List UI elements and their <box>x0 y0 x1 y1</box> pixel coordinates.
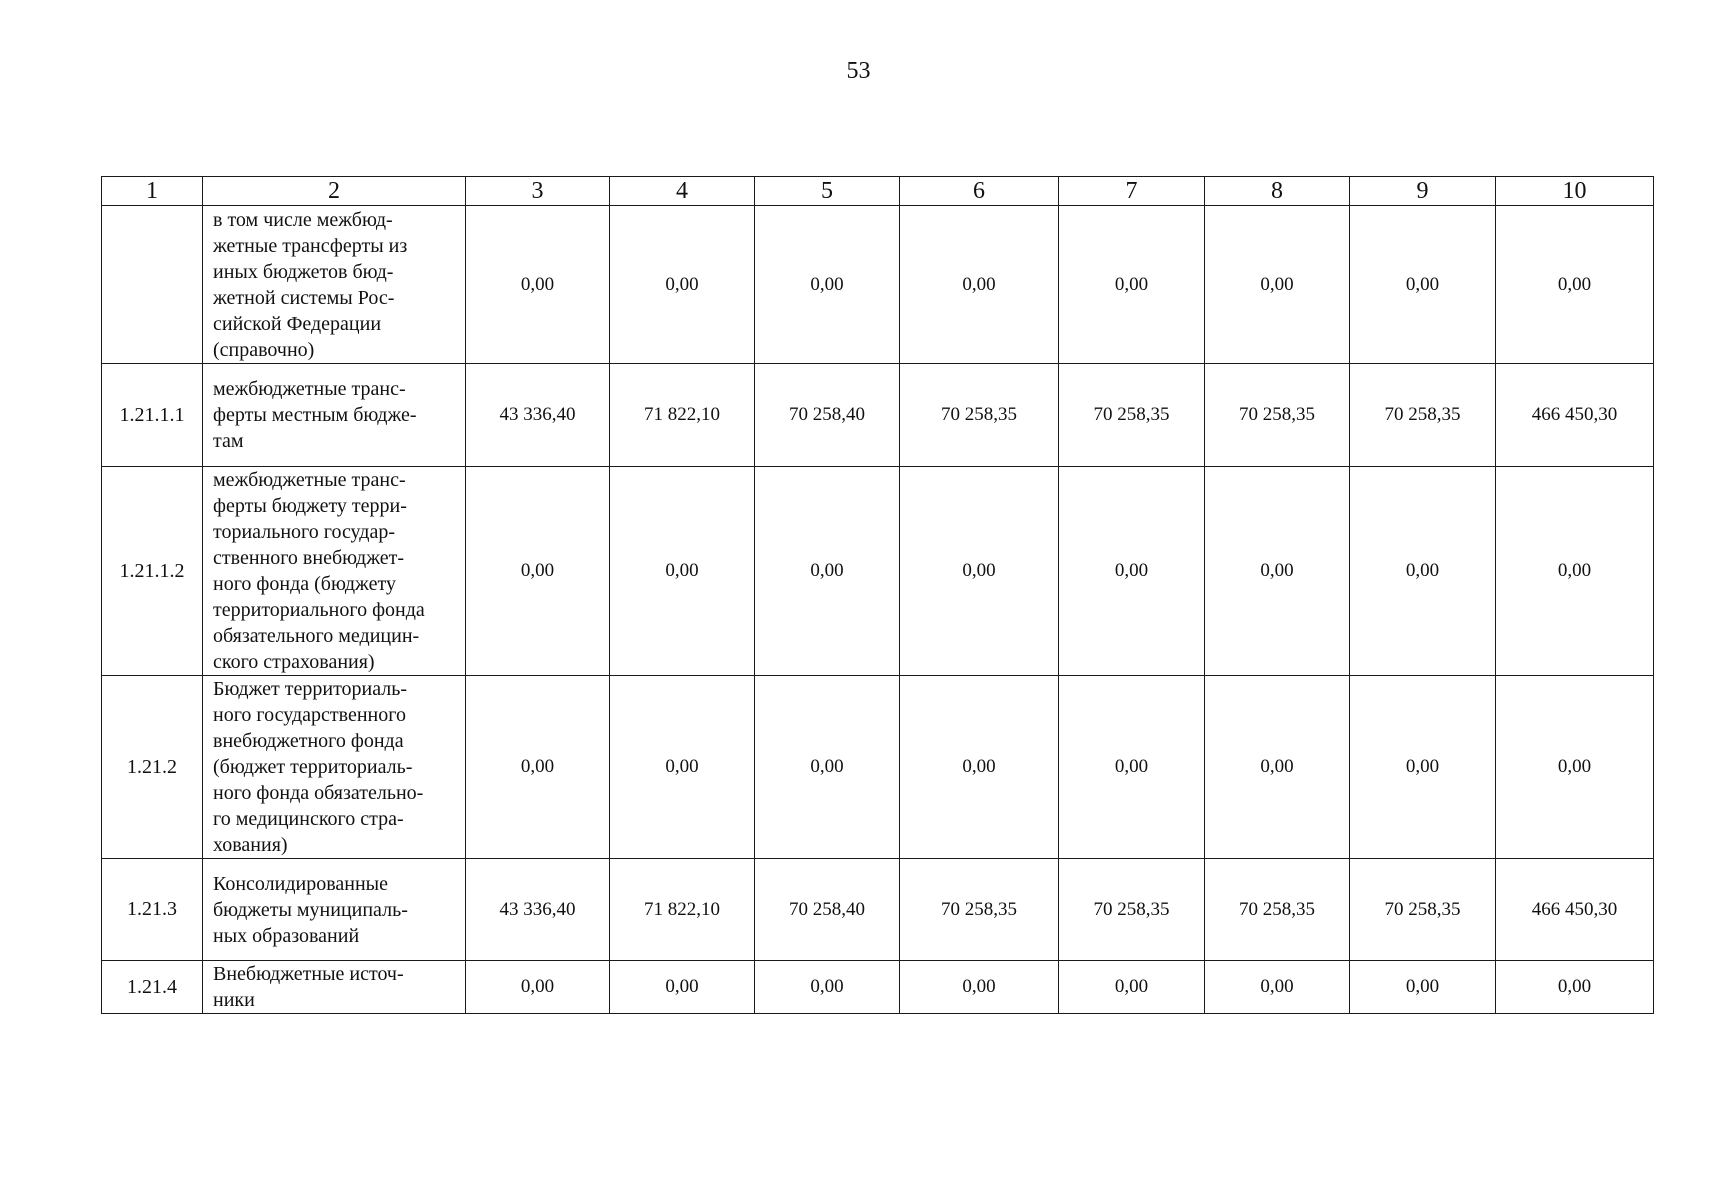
value-cell: 0,00 <box>900 961 1059 1014</box>
value-cell: 0,00 <box>1059 676 1205 859</box>
budget-table-container <box>101 176 1653 1014</box>
page-number: 53 <box>846 58 871 84</box>
row-name: Внебюджетные источ- ники <box>203 961 466 1014</box>
value-cell: 70 258,35 <box>1350 859 1496 961</box>
value-cell: 43 336,40 <box>466 859 610 961</box>
value-cell: 0,00 <box>1059 961 1205 1014</box>
row-name: межбюджетные транс- ферты местным бюдже- там <box>203 364 466 467</box>
value-cell: 0,00 <box>1496 467 1654 676</box>
value-cell: 70 258,35 <box>900 364 1059 467</box>
table-row <box>102 961 1654 1014</box>
row-code: 1.21.1.1 <box>102 364 203 467</box>
column-number-10: 10 <box>1496 177 1654 206</box>
column-number-4: 4 <box>610 177 755 206</box>
value-cell: 0,00 <box>466 206 610 364</box>
column-number-7: 7 <box>1059 177 1205 206</box>
value-cell: 0,00 <box>1496 676 1654 859</box>
value-cell: 0,00 <box>466 961 610 1014</box>
value-cell: 0,00 <box>1350 467 1496 676</box>
column-number-9: 9 <box>1350 177 1496 206</box>
row-code <box>102 206 203 364</box>
column-number-1: 1 <box>102 177 203 206</box>
value-cell: 70 258,35 <box>900 859 1059 961</box>
value-cell: 0,00 <box>755 961 900 1014</box>
table-row <box>102 859 1654 961</box>
value-cell: 0,00 <box>755 676 900 859</box>
value-cell: 0,00 <box>1350 676 1496 859</box>
value-cell: 0,00 <box>900 467 1059 676</box>
value-cell: 0,00 <box>1205 206 1350 364</box>
value-cell: 0,00 <box>900 206 1059 364</box>
value-cell: 70 258,40 <box>755 364 900 467</box>
table-row <box>102 676 1654 859</box>
row-code: 1.21.3 <box>102 859 203 961</box>
value-cell: 70 258,35 <box>1205 859 1350 961</box>
value-cell: 0,00 <box>1350 206 1496 364</box>
value-cell: 0,00 <box>466 676 610 859</box>
value-cell: 466 450,30 <box>1496 364 1654 467</box>
value-cell: 71 822,10 <box>610 364 755 467</box>
value-cell: 0,00 <box>1059 206 1205 364</box>
value-cell: 70 258,40 <box>755 859 900 961</box>
value-cell: 0,00 <box>1205 676 1350 859</box>
row-name: Бюджет территориаль- ного государственного внебюджетного фонда (бюджет территориаль- ного фонда обязательно- го медицинского стра- хования) <box>203 676 466 859</box>
table-row <box>102 467 1654 676</box>
row-name: межбюджетные транс- ферты бюджету терри- ториального государ- ственного внебюджет- ного фонда (бюджету территориального фонда обязательного медицин- ского страхования) <box>203 467 466 676</box>
value-cell: 0,00 <box>1205 961 1350 1014</box>
value-cell: 0,00 <box>1350 961 1496 1014</box>
row-code: 1.21.1.2 <box>102 467 203 676</box>
value-cell: 0,00 <box>610 206 755 364</box>
value-cell: 0,00 <box>1496 961 1654 1014</box>
value-cell: 70 258,35 <box>1059 364 1205 467</box>
value-cell: 0,00 <box>1496 206 1654 364</box>
value-cell: 0,00 <box>610 961 755 1014</box>
value-cell: 0,00 <box>755 206 900 364</box>
value-cell: 0,00 <box>900 676 1059 859</box>
row-code: 1.21.4 <box>102 961 203 1014</box>
column-number-5: 5 <box>755 177 900 206</box>
value-cell: 70 258,35 <box>1059 859 1205 961</box>
value-cell: 70 258,35 <box>1205 364 1350 467</box>
table-row <box>102 206 1654 364</box>
value-cell: 0,00 <box>610 676 755 859</box>
column-number-8: 8 <box>1205 177 1350 206</box>
budget-table <box>101 176 1654 1014</box>
column-number-2: 2 <box>203 177 466 206</box>
value-cell: 0,00 <box>610 467 755 676</box>
value-cell: 43 336,40 <box>466 364 610 467</box>
value-cell: 466 450,30 <box>1496 859 1654 961</box>
value-cell: 0,00 <box>755 467 900 676</box>
value-cell: 71 822,10 <box>610 859 755 961</box>
value-cell: 0,00 <box>466 467 610 676</box>
value-cell: 0,00 <box>1205 467 1350 676</box>
value-cell: 70 258,35 <box>1350 364 1496 467</box>
column-number-3: 3 <box>466 177 610 206</box>
table-row <box>102 364 1654 467</box>
column-number-6: 6 <box>900 177 1059 206</box>
value-cell: 0,00 <box>1059 467 1205 676</box>
column-number-row <box>102 177 1654 206</box>
row-code: 1.21.2 <box>102 676 203 859</box>
row-name: в том числе межбюд- жетные трансферты из иных бюджетов бюд- жетной системы Рос- сийской Федерации (справочно) <box>203 206 466 364</box>
row-name: Консолидированные бюджеты муниципаль- ных образований <box>203 859 466 961</box>
